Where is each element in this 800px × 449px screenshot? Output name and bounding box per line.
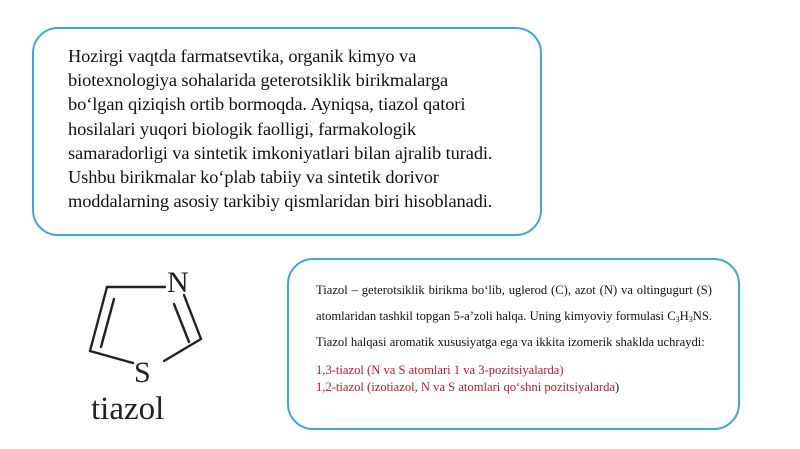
formula-subscript-h: 3 <box>688 315 693 324</box>
thiazole-ring-drawing <box>70 262 240 432</box>
isomer-item-close: ) <box>615 380 620 394</box>
description-tail: NS. Tiazol halqasi aromatik xususiyatga ega va ikkita izomerik shaklda uchraydi: <box>316 309 712 349</box>
intro-line: moddalarning asosiy tarkibiy qismlaridan biri hisoblanadi. <box>68 191 493 212</box>
ring-bond-c-s-left <box>90 351 133 363</box>
tiazol-info-box <box>287 258 740 430</box>
ring-bond-c-s <box>164 339 201 361</box>
isomer-list <box>316 362 712 396</box>
intro-line: biotexnologiya sohalarida geterotsiklik birikmalarga <box>68 70 449 91</box>
ring-bond-left <box>90 287 107 351</box>
nitrogen-atom-label: N <box>167 266 189 299</box>
ring-bond-n-c <box>184 295 201 339</box>
isomer-item: 1,3-tiazol (N va S atomlari 1 va 3-pozitsiyalarda) <box>316 363 564 377</box>
formula-subscript-c: 3 <box>675 315 680 324</box>
structure-caption: tiazol <box>91 391 165 427</box>
thiazole-structure <box>70 262 240 432</box>
intro-line: samaradorligi va sintetik imkoniyatlari bilan ajralib turadi. <box>68 142 493 163</box>
intro-line: hosilalari yuqori biologik faolligi, farmakologik <box>68 118 417 139</box>
formula-h: H <box>679 309 689 323</box>
ring-double-bond-right <box>174 304 189 342</box>
intro-line: Hozirgi vaqtda farmatsevtika, organik kimyo va <box>68 46 417 66</box>
tiazol-description <box>316 277 712 355</box>
isomer-item-text: 1,2-tiazol (izotiazol, N va S atomlari qo‘shni pozitsiyalarda <box>316 380 616 394</box>
intro-line: Ushbu birikmalar ko‘plab tabiiy va sintetik dorivor <box>68 167 439 188</box>
sulfur-atom-label: S <box>134 356 151 389</box>
description-text: Tiazol – geterotsiklik birikma bo‘lib, uglerod (C), azot (N) va oltingugurt (S) atomlaridan tashkil topgan 5-a’zoli halqa. Uning kimyoviy formulasi C <box>316 283 712 323</box>
intro-text-box <box>32 27 542 236</box>
intro-line: bo‘lgan qiziqish ortib bormoqda. Ayniqsa, tiazol qatori <box>68 94 466 115</box>
isomer-item <box>316 379 712 396</box>
